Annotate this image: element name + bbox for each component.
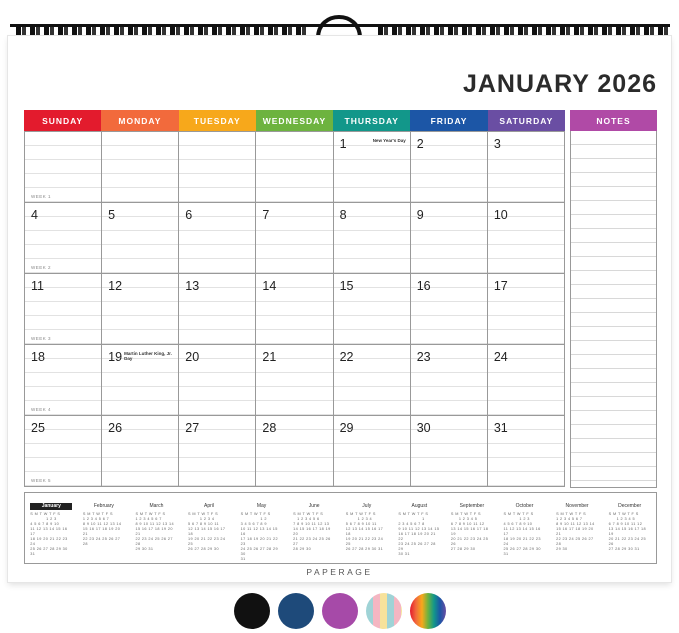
day-number: 23 bbox=[416, 350, 431, 364]
day-cell[interactable] bbox=[488, 132, 565, 203]
week-row bbox=[25, 416, 565, 487]
weekday-header-sunday: SUNDAY bbox=[24, 110, 101, 131]
day-cell[interactable] bbox=[256, 416, 333, 487]
day-cell[interactable] bbox=[256, 345, 333, 416]
day-number: 16 bbox=[416, 279, 431, 293]
week-row bbox=[25, 345, 565, 416]
mini-month-days: S M T W T F S 1 2 3 4 5 6 7 8 9 10 11 12 13 14 15 16 17 18 19 20 21 22 23 24 25 26 27 28 29 30 bbox=[450, 512, 489, 551]
day-cell[interactable] bbox=[411, 203, 488, 274]
day-cell[interactable] bbox=[411, 132, 488, 203]
holiday-label: New Year's Day bbox=[372, 138, 406, 143]
day-cell[interactable] bbox=[334, 132, 411, 203]
weeks-container bbox=[24, 131, 565, 487]
weekday-header-wednesday: WEDNESDAY bbox=[256, 110, 333, 131]
week-row bbox=[25, 203, 565, 274]
day-number: 13 bbox=[185, 279, 200, 293]
day-cell[interactable] bbox=[488, 203, 565, 274]
day-number: 6 bbox=[185, 208, 193, 222]
day-cell[interactable] bbox=[179, 345, 256, 416]
day-cell[interactable] bbox=[256, 132, 333, 203]
day-number: 21 bbox=[262, 350, 277, 364]
mini-month-days: S M T W T F S 1 2 3 4 5 6 7 8 9 10 11 12 13 14 15 16 17 18 19 20 21 22 23 24 25 26 27 28 bbox=[82, 512, 122, 546]
day-cell[interactable] bbox=[102, 203, 179, 274]
day-cell[interactable] bbox=[25, 274, 102, 345]
day-cell[interactable] bbox=[102, 274, 179, 345]
day-cell[interactable] bbox=[179, 203, 256, 274]
hanger-hook bbox=[318, 17, 360, 38]
day-number: 17 bbox=[493, 279, 508, 293]
day-cell[interactable] bbox=[411, 416, 488, 487]
day-cell[interactable] bbox=[25, 345, 102, 416]
mini-month-name: September bbox=[459, 503, 485, 509]
swatch-pastel[interactable] bbox=[366, 593, 402, 629]
day-number: 2 bbox=[416, 137, 424, 151]
mini-month bbox=[346, 503, 388, 563]
mini-month-name: March bbox=[149, 503, 164, 509]
day-number: 3 bbox=[493, 137, 501, 151]
mini-month-name: November bbox=[565, 503, 589, 509]
mini-month-days: S M T W T F S 1 2 3 4 5 6 7 8 9 10 11 12 13 14 15 16 17 18 19 20 21 22 23 24 25 26 27 28 29 30 31 bbox=[503, 512, 541, 556]
day-cell[interactable] bbox=[411, 274, 488, 345]
mini-month bbox=[609, 503, 651, 563]
mini-month bbox=[83, 503, 125, 563]
holiday-label: Martin Luther King, Jr. Day bbox=[124, 351, 172, 361]
mini-month bbox=[398, 503, 440, 563]
day-number: 26 bbox=[108, 421, 123, 435]
day-number: 7 bbox=[262, 208, 270, 222]
day-number: 12 bbox=[108, 279, 123, 293]
day-number: 22 bbox=[339, 350, 354, 364]
week-number-label: WEEK 5 bbox=[31, 478, 52, 483]
mini-month-days: S M T W T F S 1 2 3 4 5 6 7 8 9 10 11 12 13 14 15 16 17 18 19 20 21 22 23 24 25 26 27 28 29 30 31 bbox=[345, 512, 384, 551]
week-number-label: WEEK 1 bbox=[31, 194, 52, 199]
day-number: 10 bbox=[493, 208, 508, 222]
day-number: 14 bbox=[262, 279, 277, 293]
notes-lines[interactable] bbox=[570, 131, 657, 488]
week-row bbox=[25, 132, 565, 203]
mini-month-days: S M T W T F S 1 2 3 4 5 6 7 8 9 10 11 12 13 14 15 16 17 18 19 20 21 22 23 24 25 26 27 28 29 30 31 bbox=[30, 512, 68, 556]
day-cell[interactable] bbox=[102, 132, 179, 203]
day-number: 11 bbox=[31, 279, 44, 293]
mini-month-name: December bbox=[618, 503, 642, 509]
binding-wire bbox=[10, 24, 670, 27]
day-cell[interactable] bbox=[488, 416, 565, 487]
mini-month bbox=[503, 503, 545, 563]
mini-month-days: S M T W T F S 1 2 3 4 5 6 7 8 9 10 11 12 13 14 15 16 17 18 19 20 21 22 23 24 25 26 27 28 29 30 31 bbox=[398, 512, 440, 556]
mini-month bbox=[30, 503, 72, 563]
day-number: 20 bbox=[185, 350, 200, 364]
day-cell[interactable] bbox=[25, 132, 102, 203]
brand-name: PAPERAGE bbox=[306, 567, 373, 577]
day-cell[interactable] bbox=[334, 416, 411, 487]
day-number: 1 bbox=[339, 137, 347, 151]
mini-month-days: S M T W T F S 1 2 3 4 5 6 7 8 9 10 11 12 13 14 15 16 17 18 19 20 21 22 23 24 25 26 27 28 29 30 31 bbox=[240, 512, 279, 561]
day-number: 15 bbox=[339, 279, 354, 293]
day-number: 25 bbox=[31, 421, 45, 435]
mini-month-name: August bbox=[411, 503, 428, 509]
day-cell[interactable] bbox=[256, 274, 333, 345]
day-number: 29 bbox=[339, 421, 354, 435]
day-cell[interactable] bbox=[334, 345, 411, 416]
mini-month-days: S M T W T F S 1 2 3 4 5 6 7 8 9 10 11 12 13 14 15 16 17 18 19 20 21 22 23 24 25 26 27 28 29 30 31 bbox=[135, 512, 175, 551]
mini-month-name: April bbox=[204, 503, 215, 509]
notes-header: NOTES bbox=[570, 110, 657, 131]
day-cell[interactable] bbox=[256, 203, 333, 274]
day-number: 24 bbox=[493, 350, 508, 364]
weekday-header-thursday: THURSDAY bbox=[333, 110, 410, 131]
day-number: 28 bbox=[262, 421, 277, 435]
day-cell[interactable] bbox=[488, 345, 565, 416]
mini-month-days: S M T W T F S 1 2 3 4 5 6 7 8 9 10 11 12 13 14 15 16 17 18 19 20 21 22 23 24 25 26 27 28 29 30 bbox=[188, 512, 226, 551]
day-cell[interactable] bbox=[179, 416, 256, 487]
weekday-header-friday: FRIDAY bbox=[410, 110, 487, 131]
week-number-label: WEEK 4 bbox=[31, 407, 52, 412]
color-swatches bbox=[0, 593, 679, 629]
day-number: 4 bbox=[31, 208, 38, 222]
swatch-rainbow[interactable] bbox=[410, 593, 446, 629]
day-number: 9 bbox=[416, 208, 424, 222]
weekday-header-monday: MONDAY bbox=[101, 110, 178, 131]
mini-month-name: January bbox=[30, 503, 72, 510]
mini-calendars-strip bbox=[24, 492, 657, 564]
week-number-label: WEEK 3 bbox=[31, 336, 52, 341]
swatch-navy[interactable] bbox=[278, 593, 314, 629]
swatch-black[interactable] bbox=[234, 593, 270, 629]
week-row bbox=[25, 274, 565, 345]
weekday-header-tuesday: TUESDAY bbox=[179, 110, 256, 131]
day-cell[interactable] bbox=[488, 274, 565, 345]
week-number-label: WEEK 2 bbox=[31, 265, 52, 270]
mini-month-name: June bbox=[308, 503, 320, 509]
day-number: 31 bbox=[493, 421, 508, 435]
month-title: JANUARY 2026 bbox=[462, 70, 657, 98]
weekday-header-row bbox=[24, 110, 565, 131]
day-cell[interactable] bbox=[334, 203, 411, 274]
mini-month-name: July bbox=[362, 503, 372, 509]
mini-month bbox=[293, 503, 335, 563]
day-number: 8 bbox=[339, 208, 347, 222]
mini-month-name: October bbox=[515, 503, 534, 509]
day-number: 27 bbox=[185, 421, 200, 435]
day-cell[interactable] bbox=[102, 416, 179, 487]
mini-month-days: S M T W T F S 1 2 3 4 5 6 7 8 9 10 11 12 13 14 15 16 17 18 19 20 21 22 23 24 25 26 27 28 29 30 bbox=[293, 512, 331, 551]
day-cell[interactable] bbox=[411, 345, 488, 416]
day-number: 19 bbox=[108, 350, 123, 364]
day-number: 5 bbox=[108, 208, 116, 222]
day-number: 18 bbox=[31, 350, 45, 364]
day-number: 30 bbox=[416, 421, 431, 435]
notes-panel bbox=[570, 110, 657, 488]
mini-month-name: February bbox=[93, 503, 114, 509]
mini-month bbox=[451, 503, 493, 563]
mini-month-days: S M T W T F S 1 2 3 4 5 6 7 8 9 10 11 12 13 14 15 16 17 18 19 20 21 22 23 24 25 26 27 28 29 30 bbox=[556, 512, 595, 551]
mini-month bbox=[556, 503, 598, 563]
calendar-grid bbox=[24, 110, 565, 487]
day-cell[interactable] bbox=[25, 416, 102, 487]
mini-month-days: S M T W T F S 1 2 3 4 5 6 7 8 9 10 11 12 13 14 15 16 17 18 19 20 21 22 23 24 25 26 27 28 29 30 31 bbox=[608, 512, 647, 551]
weekday-header-saturday: SATURDAY bbox=[488, 110, 565, 131]
day-cell[interactable] bbox=[179, 274, 256, 345]
day-cell[interactable] bbox=[334, 274, 411, 345]
mini-month-name: May bbox=[256, 503, 267, 509]
mini-month bbox=[188, 503, 230, 563]
swatch-purple[interactable] bbox=[322, 593, 358, 629]
mini-month bbox=[135, 503, 177, 563]
day-cell[interactable] bbox=[179, 132, 256, 203]
day-cell[interactable] bbox=[25, 203, 102, 274]
day-cell[interactable] bbox=[102, 345, 179, 416]
mini-month bbox=[241, 503, 283, 563]
